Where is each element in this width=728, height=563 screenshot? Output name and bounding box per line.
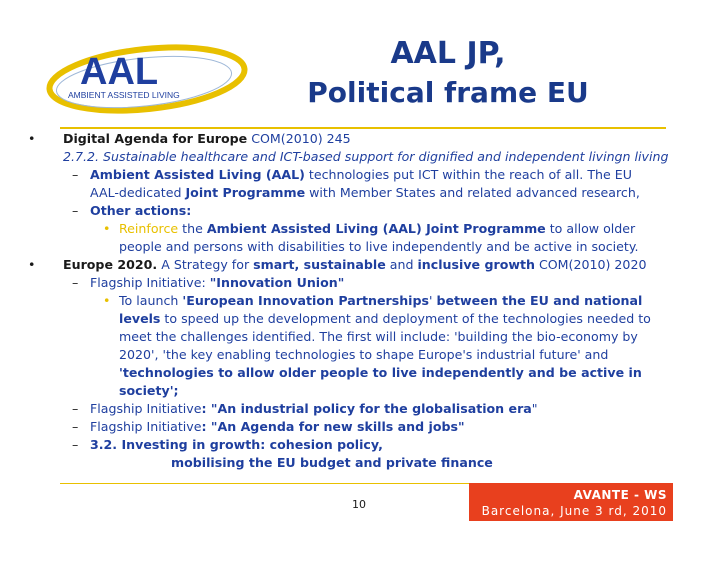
investing-growth: 3.2. Investing in growth: cohesion policy, [90, 437, 383, 452]
aal-item-lead: Ambient Assisted Living (AAL) [90, 167, 305, 182]
bullet-europe-2020 [63, 256, 646, 274]
flagship-skills [90, 418, 465, 436]
eip-name: 'European Innovation Partnerships [182, 293, 429, 308]
logo-text: AAL [80, 51, 159, 93]
dash-marker: – [72, 203, 79, 218]
aal-item-cont-c: with Member States and related advanced research, [305, 185, 640, 200]
europe-2020-heading: Europe 2020. [63, 257, 158, 272]
dash-marker: – [72, 401, 79, 416]
flagship-skills-name: : "An Agenda for new skills and jobs" [201, 419, 465, 434]
eip-item-line5: 'technologies to allow older people to live independently and be active in [119, 365, 642, 380]
bullet-marker: • [28, 131, 36, 146]
europe-2020-smart: smart, sustainable [253, 257, 386, 272]
aal-item-cont-a: AAL-dedicated [90, 185, 186, 200]
europe-2020-inclusive: inclusive growth [417, 257, 535, 272]
reinforce-word: Reinforce [119, 221, 179, 236]
aal-item-text: technologies put ICT within the reach of all. The EU [304, 167, 632, 182]
eip-item-line4: 2020', 'the key enabling technologies to shape Europe's industrial future' and [119, 347, 609, 362]
eip-levels: levels [119, 311, 161, 326]
dash-marker: – [72, 437, 79, 452]
dash-marker: – [72, 419, 79, 434]
europe-2020-text-a: A Strategy for [157, 257, 254, 272]
top-divider [60, 127, 666, 129]
reinforce-item [119, 220, 635, 238]
dash-marker: – [72, 167, 79, 182]
sub-bullet-marker: • [103, 293, 111, 308]
reinforce-item-cont: people and persons with disabilities to live independently and be active in society. [119, 239, 639, 254]
europe-2020-ref: COM(2010) 2020 [534, 257, 647, 272]
sub-bullet-marker: • [103, 221, 111, 236]
digital-agenda-ref: COM(2010) 245 [247, 131, 351, 146]
eip-item-line6: society'; [119, 383, 179, 398]
eip-between: between the EU and national [436, 293, 643, 308]
flagship-industrial-name: : "An industrial policy for the globalisation era [201, 401, 532, 416]
eip-quote: ' [429, 293, 437, 308]
eip-item-line2 [119, 310, 651, 328]
bullet-digital-agenda [63, 130, 351, 148]
aal-logo [44, 42, 250, 116]
flagship-industrial [90, 400, 538, 418]
flagship-innovation [90, 274, 344, 292]
eip-lead: To launch [119, 293, 183, 308]
logo-subtitle: AMBIENT ASSISTED LIVING [68, 90, 180, 100]
flagship-label: Flagship Initiative: [90, 275, 210, 290]
page-number: 10 [352, 498, 366, 511]
title-line-1: AAL JP, [390, 36, 506, 71]
aal-item-cont-b: Joint Programme [185, 185, 306, 200]
flagship-industrial-quote: " [531, 401, 538, 416]
digital-agenda-heading: Digital Agenda for Europe [63, 131, 248, 146]
reinforce-the: the [178, 221, 207, 236]
eip-item-line3: meet the challenges identified. The first will include: 'building the bio-economy by [119, 329, 638, 344]
eip-line2-text: to speed up the development and deployment of the technologies needed to [160, 311, 651, 326]
reinforce-tail: to allow older [545, 221, 636, 236]
flagship-label: Flagship Initiative [90, 419, 202, 434]
slide-title [262, 34, 634, 112]
digital-agenda-subheading: 2.7.2. Sustainable healthcare and ICT-based support for dignified and independent livingn living [63, 149, 669, 164]
flagship-innovation-name: "Innovation Union" [209, 275, 345, 290]
europe-2020-and: and [385, 257, 418, 272]
other-actions: Other actions: [90, 203, 192, 218]
bullet-marker: • [28, 257, 36, 272]
aal-item [90, 166, 632, 184]
event-badge [469, 483, 673, 521]
eip-item [119, 292, 642, 310]
event-place-date: Barcelona, June 3 rd, 2010 [481, 504, 667, 518]
flagship-label: Flagship Initiative [90, 401, 202, 416]
reinforce-programme: Ambient Assisted Living (AAL) Joint Programme [206, 221, 546, 236]
investing-growth-cont: mobilising the EU budget and private finance [171, 455, 493, 470]
dash-marker: – [72, 275, 79, 290]
aal-item-cont [90, 184, 640, 202]
event-name: AVANTE - WS [573, 488, 667, 502]
title-line-2: Political frame EU [307, 76, 589, 109]
